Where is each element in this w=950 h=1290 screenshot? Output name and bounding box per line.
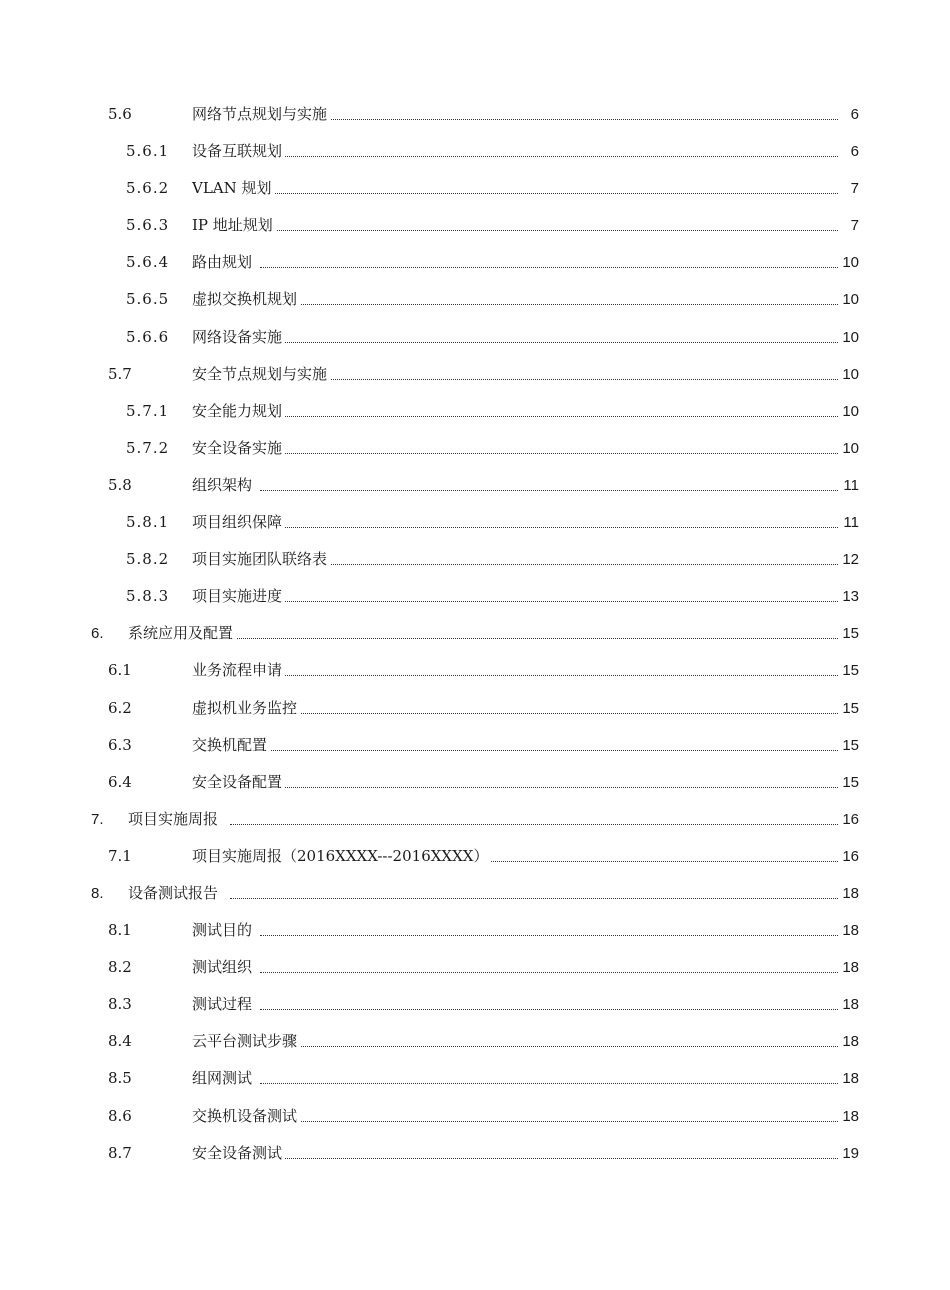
toc-entry-number: 7. — [91, 810, 104, 828]
toc-entry-number: 6.3 — [108, 735, 132, 754]
dot-leader — [260, 972, 838, 973]
toc-entry-title[interactable]: 虚拟机业务监控 — [192, 690, 300, 727]
toc-entry-page-number[interactable]: 18 — [839, 986, 859, 1023]
toc-entry[interactable] — [0, 430, 950, 467]
toc-entry[interactable] — [0, 838, 950, 875]
toc-entry[interactable] — [0, 1060, 950, 1097]
toc-entry-number: 6.2 — [108, 698, 132, 717]
dot-leader — [260, 342, 838, 343]
toc-entry-page-number[interactable]: 18 — [839, 949, 859, 986]
toc-entry[interactable] — [0, 1135, 950, 1172]
toc-entry-title[interactable]: 项目实施进度 — [192, 578, 285, 615]
dot-leader — [260, 1083, 838, 1084]
toc-entry-page-number[interactable]: 18 — [839, 875, 859, 912]
toc-entry-title[interactable]: 设备互联规划 — [192, 133, 285, 170]
toc-entry-number: 5.8.3 — [126, 587, 170, 606]
toc-entry-page-number[interactable]: 18 — [839, 912, 859, 949]
toc-entry-number: 5.6.5 — [126, 290, 170, 309]
toc-entry-title[interactable]: 安全节点规划与实施 — [192, 356, 330, 393]
toc-entry[interactable] — [0, 133, 950, 170]
toc-entry[interactable] — [0, 1023, 950, 1060]
dot-leader — [260, 304, 838, 305]
toc-entry-title[interactable]: 项目组织保障 — [192, 504, 285, 541]
toc-entry[interactable] — [0, 690, 950, 727]
toc-entry[interactable] — [0, 578, 950, 615]
toc-entry-number: 5.6.2 — [126, 179, 170, 198]
toc-entry-page-number[interactable]: 10 — [839, 356, 859, 393]
table-of-contents — [0, 96, 950, 1172]
toc-entry[interactable] — [0, 875, 950, 912]
toc-entry-number: 5.7 — [108, 364, 132, 383]
toc-entry-number: 8. — [91, 884, 104, 902]
toc-entry-number: 6. — [91, 625, 104, 643]
dot-leader — [260, 193, 838, 194]
toc-entry-page-number[interactable]: 18 — [839, 1023, 859, 1060]
toc-entry[interactable] — [0, 1098, 950, 1135]
toc-entry-number: 5.7.1 — [126, 401, 170, 420]
toc-entry-title[interactable]: 路由规划 — [192, 244, 255, 281]
dot-leader — [230, 898, 838, 899]
toc-entry-number: 5.7.2 — [126, 438, 170, 457]
toc-entry-page-number[interactable]: 7 — [848, 170, 859, 207]
toc-entry-number: 5.8.2 — [126, 550, 170, 569]
toc-entry-page-number[interactable]: 15 — [839, 690, 859, 727]
dot-leader — [260, 750, 838, 751]
dot-leader — [230, 638, 838, 639]
dot-leader — [260, 453, 838, 454]
toc-entry-page-number[interactable]: 15 — [839, 652, 859, 689]
toc-entry-page-number[interactable]: 7 — [848, 207, 859, 244]
toc-entry-title[interactable]: VLAN 规划 — [192, 170, 275, 207]
toc-entry-page-number[interactable]: 18 — [839, 1098, 859, 1135]
toc-entry[interactable] — [0, 170, 950, 207]
toc-entry-page-number[interactable]: 6 — [848, 133, 859, 170]
dot-leader — [260, 713, 838, 714]
toc-entry-number: 8.5 — [108, 1069, 132, 1088]
toc-entry[interactable] — [0, 393, 950, 430]
dot-leader — [260, 564, 838, 565]
toc-entry-page-number[interactable]: 13 — [839, 578, 859, 615]
toc-entry-number: 6.1 — [108, 661, 132, 680]
toc-entry-number: 8.6 — [108, 1106, 132, 1125]
toc-entry-title[interactable]: 安全设备测试 — [192, 1135, 285, 1172]
toc-entry[interactable] — [0, 207, 950, 244]
toc-entry-page-number[interactable]: 15 — [839, 615, 859, 652]
toc-entry-title[interactable]: 测试目的 — [192, 912, 255, 949]
toc-entry-title[interactable]: 交换机配置 — [192, 727, 270, 764]
dot-leader — [260, 601, 838, 602]
dot-leader — [260, 527, 838, 528]
toc-entry-number: 8.7 — [108, 1143, 132, 1162]
toc-entry[interactable] — [0, 652, 950, 689]
toc-entry[interactable] — [0, 912, 950, 949]
toc-entry-page-number[interactable]: 10 — [839, 430, 859, 467]
toc-entry-page-number[interactable]: 10 — [839, 319, 859, 356]
toc-entry-page-number[interactable]: 11 — [840, 504, 859, 541]
dot-leader — [260, 1121, 838, 1122]
toc-entry-number: 7.1 — [108, 846, 132, 865]
toc-entry-title[interactable]: 网络节点规划与实施 — [192, 96, 330, 133]
toc-entry[interactable] — [0, 319, 950, 356]
toc-entry[interactable] — [0, 727, 950, 764]
toc-entry-number: 8.1 — [108, 921, 132, 940]
toc-entry[interactable] — [0, 504, 950, 541]
dot-leader — [260, 1046, 838, 1047]
toc-entry[interactable] — [0, 244, 950, 281]
dot-leader — [260, 119, 838, 120]
toc-entry-number: 5.6.6 — [126, 327, 170, 346]
toc-entry-page-number[interactable]: 10 — [839, 393, 859, 430]
toc-entry-number: 5.6.3 — [126, 216, 170, 235]
toc-entry-title[interactable]: 项目实施团队联络表 — [192, 541, 330, 578]
dot-leader — [260, 1009, 838, 1010]
toc-entry-number: 5.6.1 — [126, 142, 170, 161]
toc-entry-title[interactable]: 云平台测试步骤 — [192, 1023, 300, 1060]
toc-entry-number: 8.4 — [108, 1032, 132, 1051]
toc-entry-page-number[interactable]: 18 — [839, 1060, 859, 1097]
dot-leader — [260, 230, 838, 231]
toc-entry-title[interactable]: 设备测试报告 — [128, 875, 221, 912]
toc-entry[interactable] — [0, 281, 950, 318]
dot-leader — [260, 379, 838, 380]
toc-entry[interactable] — [0, 615, 950, 652]
toc-entry-page-number[interactable]: 10 — [839, 244, 859, 281]
toc-entry[interactable] — [0, 541, 950, 578]
toc-entry-title[interactable]: 组织架构 — [192, 467, 255, 504]
dot-leader — [260, 416, 838, 417]
toc-entry-title[interactable]: 网络设备实施 — [192, 319, 285, 356]
toc-entry-page-number[interactable]: 15 — [839, 727, 859, 764]
toc-entry[interactable] — [0, 764, 950, 801]
toc-entry[interactable] — [0, 96, 950, 133]
toc-entry-title[interactable]: 项目实施周报 — [128, 801, 221, 838]
dot-leader — [260, 935, 838, 936]
toc-entry-title[interactable]: 安全能力规划 — [192, 393, 285, 430]
toc-entry-page-number[interactable]: 15 — [839, 764, 859, 801]
toc-entry-title[interactable]: 业务流程申请 — [192, 652, 285, 689]
dot-leader — [260, 156, 838, 157]
toc-entry-title[interactable]: 安全设备配置 — [192, 764, 285, 801]
dot-leader — [260, 1158, 838, 1159]
toc-entry[interactable] — [0, 949, 950, 986]
dot-leader — [260, 675, 838, 676]
toc-entry-title[interactable]: 虚拟交换机规划 — [192, 281, 300, 318]
toc-entry-number: 5.6 — [108, 105, 132, 123]
toc-entry-page-number[interactable]: 11 — [840, 467, 859, 504]
toc-entry-title[interactable]: 系统应用及配置 — [128, 615, 236, 652]
toc-entry-title[interactable]: 组网测试 — [192, 1060, 255, 1097]
toc-entry-number: 5.8.1 — [126, 513, 170, 532]
toc-entry-page-number[interactable]: 6 — [848, 96, 859, 133]
toc-entry-title[interactable]: 测试组织 — [192, 949, 255, 986]
toc-entry-page-number[interactable]: 16 — [839, 838, 859, 875]
toc-entry-number: 6.4 — [108, 772, 132, 791]
dot-leader — [260, 490, 838, 491]
dot-leader — [230, 824, 838, 825]
toc-entry[interactable] — [0, 801, 950, 838]
toc-entry[interactable] — [0, 467, 950, 504]
dot-leader — [260, 267, 838, 268]
toc-entry-page-number[interactable]: 10 — [839, 281, 859, 318]
toc-entry-page-number[interactable]: 19 — [839, 1135, 859, 1172]
toc-entry-title[interactable]: 测试过程 — [192, 986, 255, 1023]
toc-entry-page-number[interactable]: 12 — [839, 541, 859, 578]
toc-entry-number: 8.2 — [108, 958, 132, 977]
toc-entry-title[interactable]: 交换机设备测试 — [192, 1098, 300, 1135]
toc-entry-number: 8.3 — [108, 995, 132, 1014]
toc-entry-title[interactable]: IP 地址规划 — [192, 207, 276, 244]
toc-entry[interactable] — [0, 356, 950, 393]
dot-leader — [260, 787, 838, 788]
toc-entry-number: 5.6.4 — [126, 253, 170, 272]
toc-entry-title[interactable]: 安全设备实施 — [192, 430, 285, 467]
toc-entry-page-number[interactable]: 16 — [839, 801, 859, 838]
toc-entry-number: 5.8 — [108, 475, 132, 494]
toc-entry-title[interactable]: 项目实施周报（2016XXXX---2016XXXX） — [192, 838, 491, 875]
toc-entry[interactable] — [0, 986, 950, 1023]
